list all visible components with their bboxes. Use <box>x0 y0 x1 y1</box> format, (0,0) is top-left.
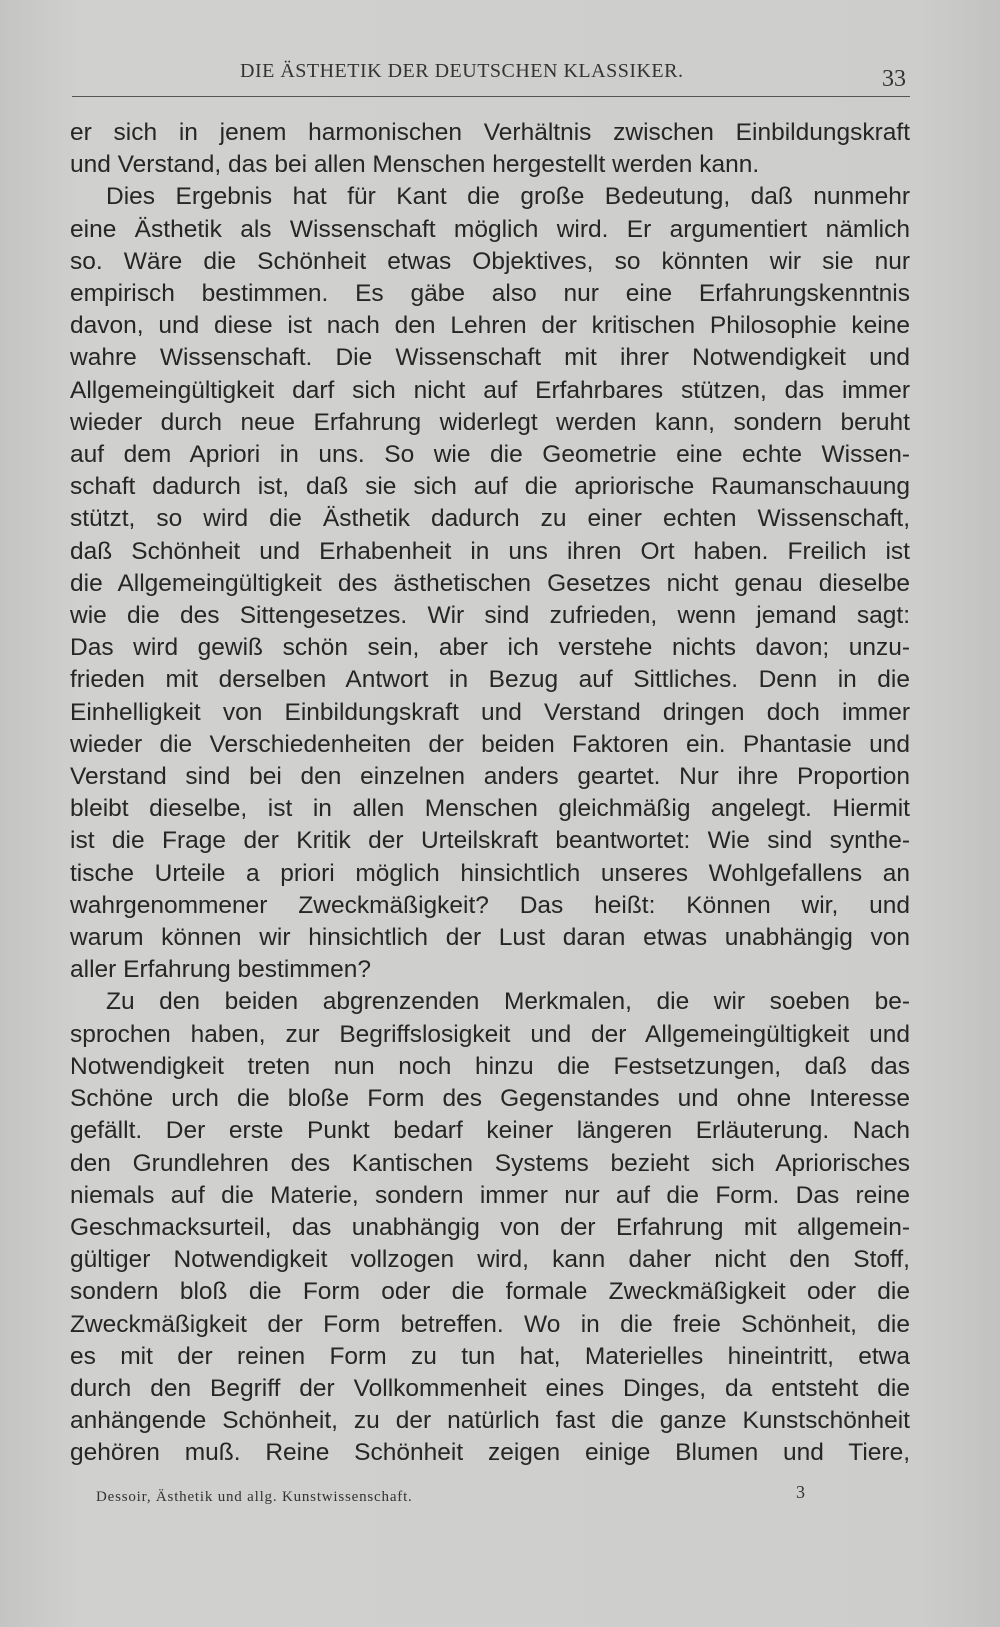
text-line: wie die des Sittengesetzes. Wir sind zufrieden, wenn jemand sagt: <box>70 602 910 630</box>
text-line: ist die Frage der Kritik der Urteilskraft beantwortet: Wie sind synthe- <box>70 827 910 855</box>
page-number: 33 <box>882 66 906 92</box>
text-line: sondern bloß die Form oder die formale Zweckmäßigkeit oder die <box>70 1278 910 1306</box>
text-line: warum können wir hinsichtlich der Lust daran etwas unabhängig von <box>70 924 910 952</box>
text-line: Verstand sind bei den einzelnen anders geartet. Nur ihre Proportion <box>70 763 910 791</box>
text-line: Zweckmäßigkeit der Form betreffen. Wo in die freie Schönheit, die <box>70 1310 910 1338</box>
text-line: wieder die Verschiedenheiten der beiden Faktoren ein. Phantasie und <box>70 730 910 758</box>
text-line: niemals auf die Materie, sondern immer nur auf die Form. Das reine <box>70 1181 910 1209</box>
text-line: empirisch bestimmen. Es gäbe also nur eine Erfahrungskenntnis <box>70 280 910 308</box>
text-line: Einhelligkeit von Einbildungskraft und Verstand dringen doch immer <box>70 698 910 726</box>
text-line: anhängende Schönheit, zu der natürlich fast die ganze Kunstschönheit <box>70 1407 910 1435</box>
text-line: Dies Ergebnis hat für Kant die große Bedeutung, daß nunmehr <box>106 183 910 211</box>
text-line: eine Ästhetik als Wissenschaft möglich wird. Er argumentiert nämlich <box>70 215 910 243</box>
running-head: DIE ÄSTHETIK DER DEUTSCHEN KLASSIKER. <box>240 60 684 82</box>
text-line: durch den Begriff der Vollkommenheit eines Dinges, da entsteht die <box>70 1374 910 1402</box>
text-line: davon, und diese ist nach den Lehren der kritischen Philosophie keine <box>70 312 910 340</box>
body-text <box>70 117 910 1470</box>
text-line: aller Erfahrung bestimmen? <box>70 956 371 984</box>
text-line: schaft dadurch ist, daß sie sich auf die apriorische Raumanschauung <box>70 473 910 501</box>
text-line: frieden mit derselben Antwort in Bezug auf Sittliches. Denn in die <box>70 666 910 694</box>
text-line: die Allgemeingültigkeit des ästhetischen Gesetzes nicht genau dieselbe <box>70 569 910 597</box>
text-line: Schöne urch die bloße Form des Gegenstandes und ohne Interesse <box>70 1085 910 1113</box>
text-line: gehören muß. Reine Schönheit zeigen einige Blumen und Tiere, <box>70 1439 910 1467</box>
footer-sheet-number: 3 <box>796 1482 805 1502</box>
text-line: stützt, so wird die Ästhetik dadurch zu einer echten Wissenschaft, <box>70 505 910 533</box>
text-line: bleibt dieselbe, ist in allen Menschen gleichmäßig angelegt. Hiermit <box>70 795 910 823</box>
text-line: und Verstand, das bei allen Menschen hergestellt werden kann. <box>70 151 760 179</box>
text-line: gefällt. Der erste Punkt bedarf keiner längeren Erläuterung. Nach <box>70 1117 910 1145</box>
text-line: gültiger Notwendigkeit vollzogen wird, kann daher nicht den Stoff, <box>70 1246 910 1274</box>
text-line: wahrgenommener Zweckmäßigkeit? Das heißt: Können wir, und <box>70 891 910 919</box>
text-line: Geschmacksurteil, das unabhängig von der Erfahrung mit allgemein- <box>70 1213 910 1241</box>
header-rule <box>72 96 910 97</box>
text-line: Allgemeingültigkeit darf sich nicht auf Erfahrbares stützen, das immer <box>70 376 910 404</box>
text-line: Zu den beiden abgrenzenden Merkmalen, die wir soeben be- <box>106 988 910 1016</box>
text-line: daß Schönheit und Erhabenheit in uns ihren Ort haben. Freilich ist <box>70 537 910 565</box>
text-line: tische Urteile a priori möglich hinsichtlich unseres Wohlgefallens an <box>70 859 910 887</box>
text-line: wahre Wissenschaft. Die Wissenschaft mit ihrer Notwendigkeit und <box>70 344 910 372</box>
text-line: Das wird gewiß schön sein, aber ich verstehe nichts davon; unzu- <box>70 634 910 662</box>
footer-signature: Dessoir, Ästhetik und allg. Kunstwissenschaft. <box>96 1489 413 1505</box>
text-line: sprochen haben, zur Begriffslosigkeit und der Allgemeingültigkeit und <box>70 1020 910 1048</box>
text-line: er sich in jenem harmonischen Verhältnis zwischen Einbildungskraft <box>70 119 910 146</box>
text-line: auf dem Apriori in uns. So wie die Geometrie eine echte Wissen- <box>70 441 910 469</box>
text-line: wieder durch neue Erfahrung widerlegt werden kann, sondern beruht <box>70 408 910 436</box>
text-line: so. Wäre die Schönheit etwas Objektives, so könnten wir sie nur <box>70 247 910 275</box>
text-line: Notwendigkeit treten nun noch hinzu die Festsetzungen, daß das <box>70 1052 910 1080</box>
text-line: es mit der reinen Form zu tun hat, Materielles hineintritt, etwa <box>70 1342 910 1370</box>
text-line: den Grundlehren des Kantischen Systems bezieht sich Apriorisches <box>70 1149 910 1177</box>
